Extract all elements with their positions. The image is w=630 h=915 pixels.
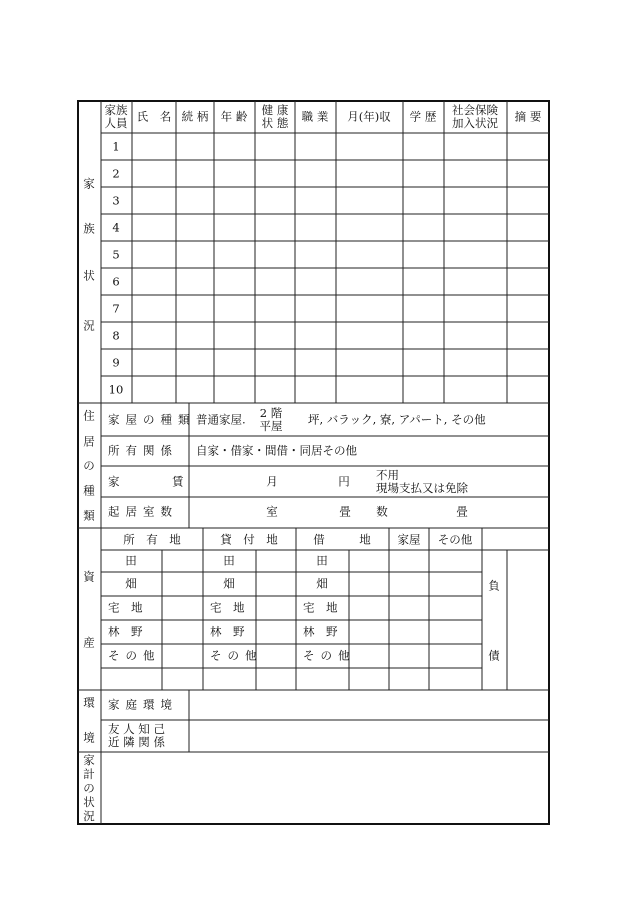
assets-header-house: 家屋 [397, 532, 421, 547]
header-family-members: 家族 人員 [104, 103, 128, 130]
form-border [78, 101, 549, 824]
ownership-value: 自家・借家・間借・同居その他 [196, 443, 357, 458]
family-section-label-3: 状 [83, 268, 95, 283]
family-section-label-1: 家 [83, 176, 95, 191]
rooms-room: 室 [266, 504, 278, 519]
housing-section-label-1: 住 [83, 408, 95, 423]
land-type-field: 畑 [223, 576, 235, 591]
row-number: 6 [112, 274, 120, 289]
header-relationship: 続 柄 [181, 109, 209, 124]
header-education: 学 歴 [409, 109, 437, 124]
land-type-other: その他 [303, 648, 356, 663]
family-environment-label: 家庭環境 [108, 697, 178, 712]
housing-section-label-5: 類 [83, 508, 95, 523]
rooms-count: 数 [376, 504, 388, 519]
row-number: 1 [112, 139, 120, 154]
header-income: 月(年)収 [347, 109, 391, 124]
housing-section-label-4: 種 [83, 483, 95, 498]
assets-header-other: その他 [437, 532, 473, 547]
rent-yen: 円 [338, 474, 350, 489]
land-type-forest: 林 野 [303, 624, 338, 639]
land-type-field: 畑 [125, 576, 137, 591]
land-type-other: その他 [108, 648, 161, 663]
land-type-residential: 宅 地 [210, 600, 245, 615]
rent-note: 不用 現場支払又は免除 [376, 468, 468, 495]
environment-section-label-2: 境 [83, 730, 95, 745]
housing-section-label-3: の [83, 458, 95, 473]
assets-header-leased: 貸 付 地 [220, 532, 278, 547]
land-type-residential: 宅 地 [303, 600, 338, 615]
assets-section-label-1: 資 [83, 569, 95, 584]
friends-neighbors-label: 友 人 知 己 近 隣 関 係 [108, 722, 165, 749]
row-number: 5 [112, 247, 120, 262]
rent-label-2: 賃 [172, 474, 184, 489]
finance-section-label: 家 計 の 状 況 [83, 753, 95, 823]
land-type-forest: 林 野 [210, 624, 245, 639]
row-number: 4 [112, 220, 120, 235]
row-number: 2 [112, 166, 120, 181]
rent-month: 月 [266, 474, 278, 489]
header-remarks: 摘 要 [514, 109, 542, 124]
debt-label-2: 債 [488, 648, 500, 663]
row-number: 10 [108, 382, 124, 397]
rooms-mat-2: 畳 [456, 504, 468, 519]
land-type-paddy: 田 [316, 553, 328, 568]
rent-label: 家 [108, 474, 120, 489]
assets-header-borrowed: 借 地 [313, 532, 371, 547]
debt-label-1: 負 [488, 578, 500, 593]
family-section-label-2: 族 [83, 221, 95, 236]
housing-section-label-2: 居 [83, 434, 95, 449]
house-type-value-a: 普通家屋. [196, 412, 246, 427]
row-number: 7 [112, 301, 120, 316]
ownership-label: 所有関係 [108, 443, 178, 458]
house-type-label: 家屋の種類 [108, 412, 196, 427]
header-health: 健 康 状 態 [261, 103, 289, 130]
land-type-paddy: 田 [125, 553, 137, 568]
land-type-field: 畑 [316, 576, 328, 591]
land-type-forest: 林 野 [108, 624, 143, 639]
header-age: 年 齢 [220, 109, 248, 124]
assets-header-owned: 所 有 地 [123, 532, 181, 547]
house-type-floors: 2 階 平屋 [259, 406, 283, 433]
rooms-mat: 畳 [339, 504, 351, 519]
land-type-residential: 宅 地 [108, 600, 143, 615]
assets-section-label-2: 産 [83, 635, 95, 650]
header-occupation: 職 業 [301, 109, 329, 124]
row-number: 3 [112, 193, 120, 208]
land-type-paddy: 田 [223, 553, 235, 568]
header-name: 氏 名 [136, 109, 172, 124]
house-type-value-b: 坪, バラック, 寮, アパート, その他 [308, 412, 486, 427]
environment-section-label-1: 環 [83, 695, 95, 710]
row-number: 8 [112, 328, 120, 343]
land-type-other: その他 [210, 648, 263, 663]
row-number: 9 [112, 355, 120, 370]
rooms-label: 起居室数 [108, 504, 178, 519]
family-section-label-4: 況 [83, 318, 95, 333]
header-insurance: 社会保険 加入状況 [452, 103, 498, 130]
